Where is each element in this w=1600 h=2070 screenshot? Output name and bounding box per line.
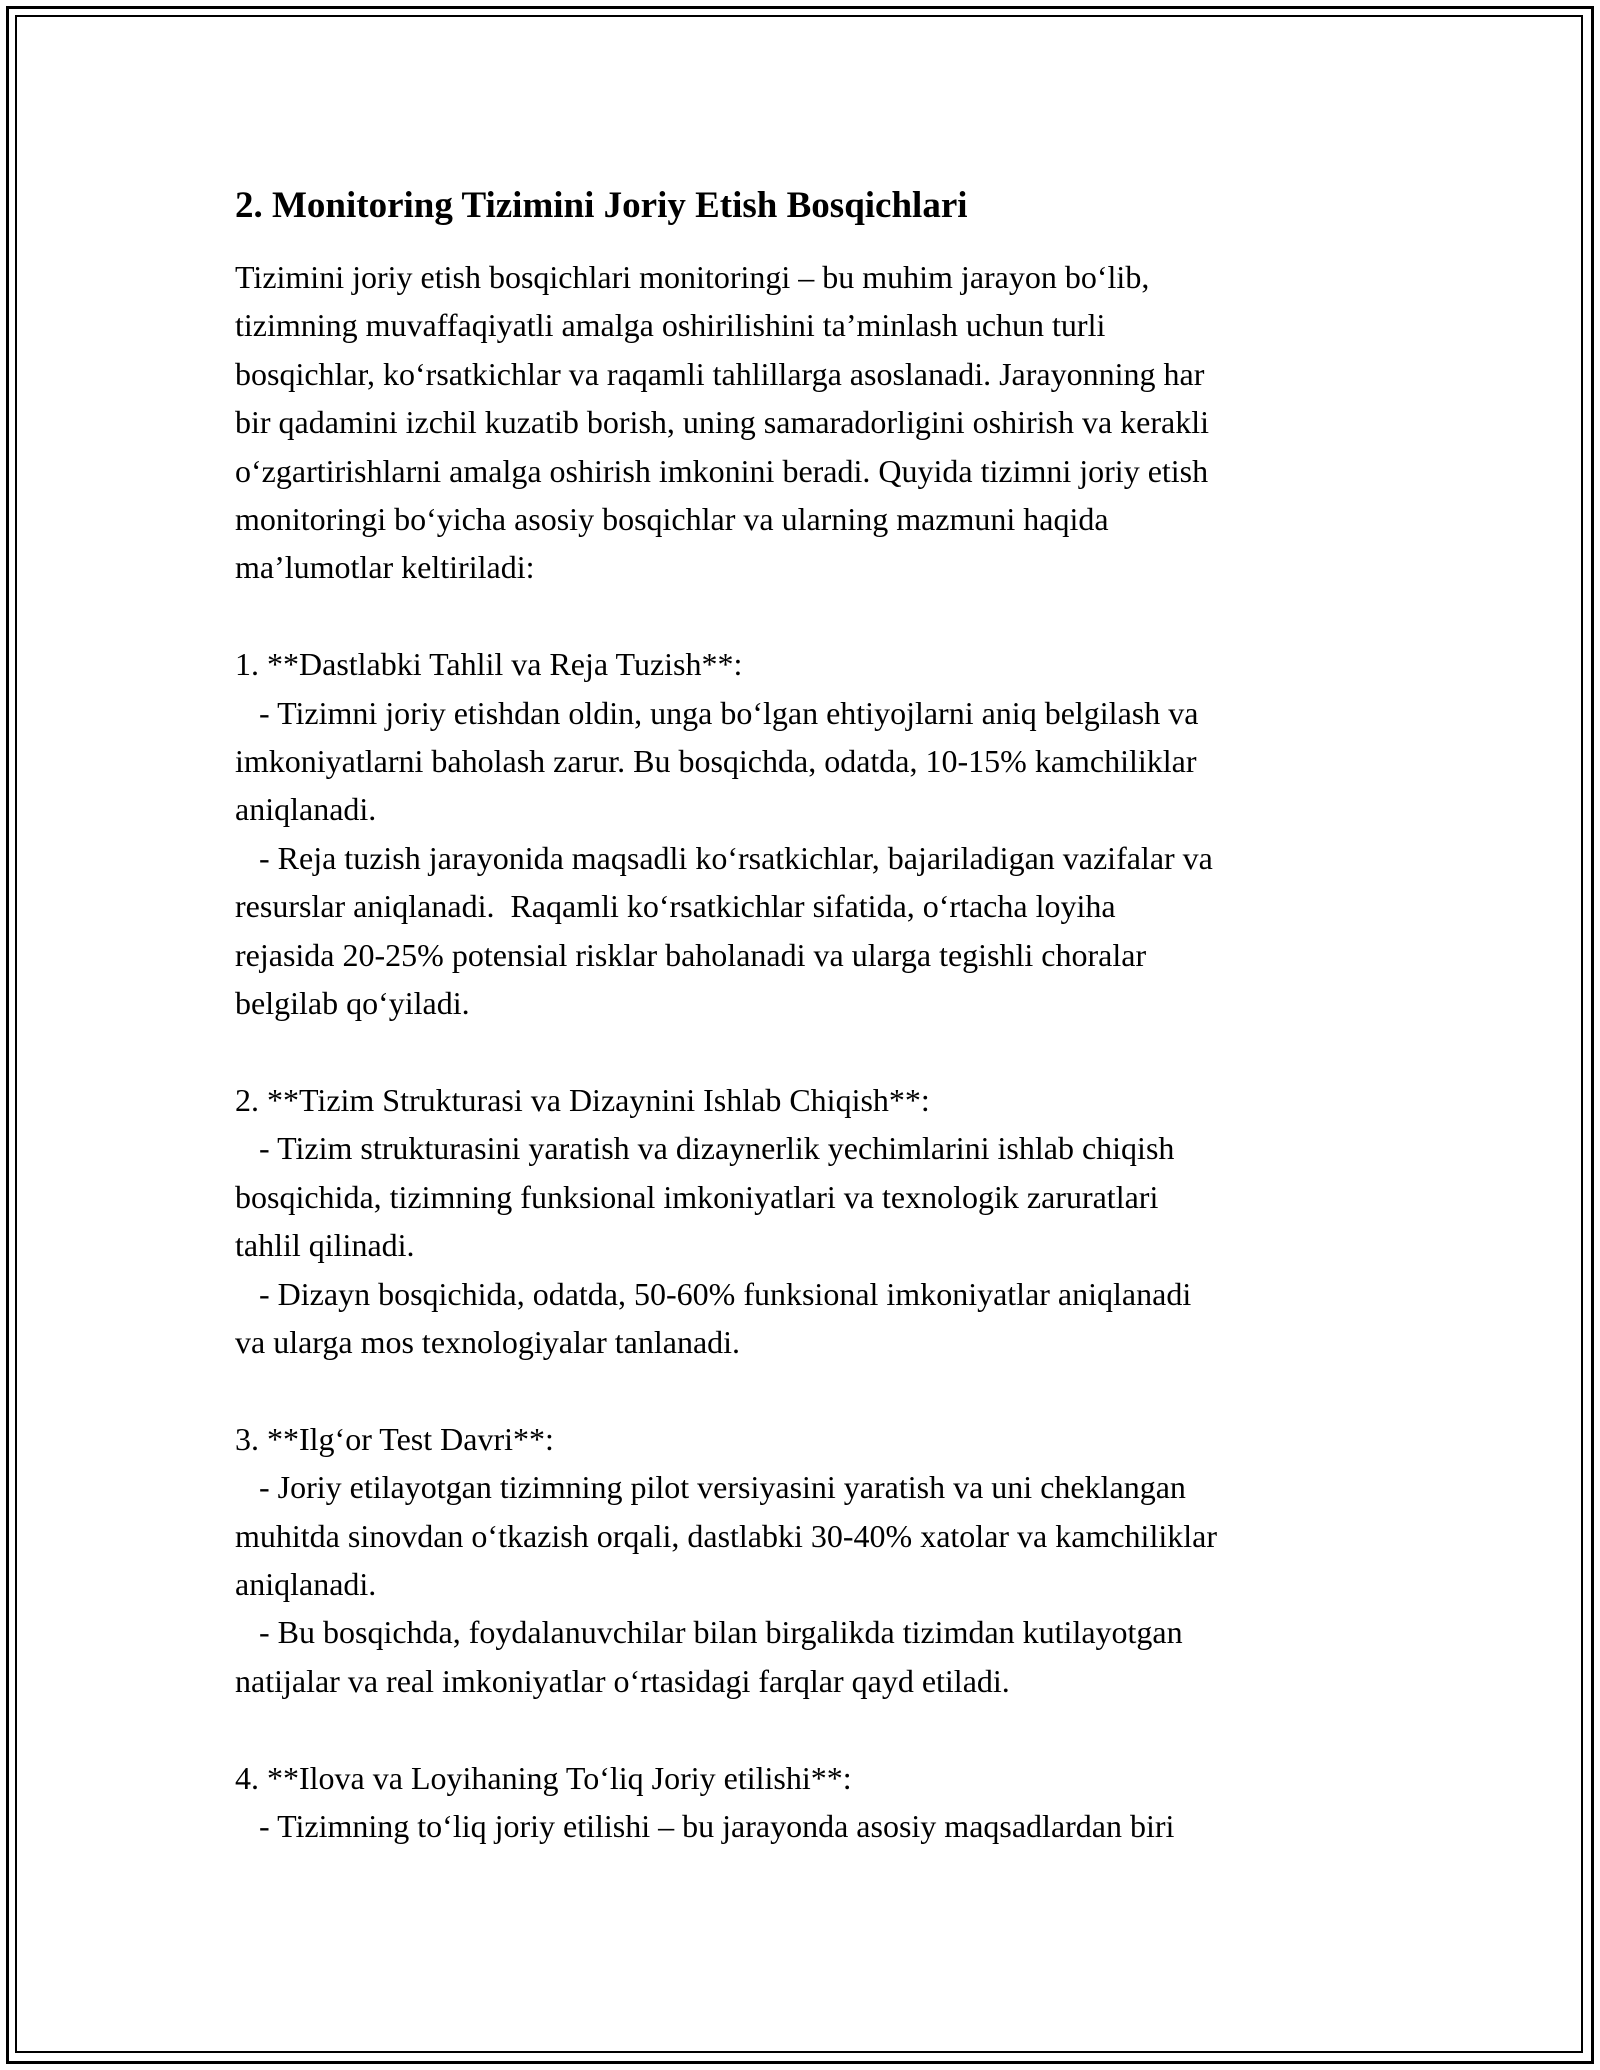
text-line: aniqlanadi.	[235, 1565, 377, 1602]
blank-line	[235, 1366, 1375, 1414]
text-line: muhitda sinovdan o‘tkazish orqali, dastlabki 30-40% xatolar va kamchiliklar	[235, 1517, 1217, 1554]
text-line: - Tizimning to‘liq joriy etilishi – bu jarayonda asosiy maqsadlardan biri	[235, 1808, 1175, 1844]
text-line: aniqlanadi.	[235, 791, 377, 828]
text-line: va ularga mos texnologiyalar tanlanadi.	[235, 1323, 741, 1360]
text-line: monitoringi bo‘yicha asosiy bosqichlar va ularning mazmuni haqida	[235, 501, 1109, 538]
text-line: imkoniyatlarni baholash zarur. Bu bosqichda, odatda, 10-15% kamchiliklar	[235, 743, 1197, 780]
text-line: belgilab qo‘yiladi.	[235, 985, 470, 1022]
text-line: Tizimini joriy etish bosqichlari monitoringi – bu muhim jarayon bo‘lib,	[235, 259, 1150, 295]
blank-line	[235, 1028, 1375, 1076]
text-line: - Tizim strukturasini yaratish va dizaynerlik yechimlarini ishlab chiqish	[235, 1130, 1175, 1167]
text-line: - Reja tuzish jarayonida maqsadli ko‘rsatkichlar, bajariladigan vazifalar va	[235, 839, 1213, 876]
text-line: - Dizayn bosqichida, odatda, 50-60% funksional imkoniyatlar aniqlanadi	[235, 1275, 1192, 1312]
list-item-heading: 2. **Tizim Strukturasi va Dizaynini Ishlab Chiqish**:	[235, 1081, 930, 1118]
text-line: natijalar va real imkoniyatlar o‘rtasidagi farqlar qayd etiladi.	[235, 1662, 1010, 1699]
list-item-heading: 1. **Dastlabki Tahlil va Reja Tuzish**:	[235, 646, 743, 683]
list-item-heading: 4. **Ilova va Loyihaning To‘liq Joriy etilishi**:	[235, 1759, 852, 1796]
text-line: - Bu bosqichda, foydalanuvchilar bilan birgalikda tizimdan kutilayotgan	[235, 1614, 1183, 1651]
text-line: - Joriy etilayotgan tizimning pilot versiyasini yaratish va uni cheklangan	[235, 1469, 1186, 1506]
blank-line	[235, 1705, 1375, 1753]
document-body	[235, 184, 1375, 1850]
list-item-heading: 3. **Ilg‘or Test Davri**:	[235, 1420, 554, 1457]
section-heading: 2. Monitoring Tizimini Joriy Etish Bosqichlari	[235, 185, 968, 226]
text-line: bosqichida, tizimning funksional imkoniyatlari va texnologik zaruratlari	[235, 1178, 1159, 1215]
text-line: rejasida 20-25% potensial risklar baholanadi va ularga tegishli choralar	[235, 936, 1147, 973]
text-line: bir qadamini izchil kuzatib borish, uning samaradorligini oshirish va kerakli	[235, 404, 1209, 441]
section-text	[235, 253, 1375, 1850]
text-line: bosqichlar, ko‘rsatkichlar va raqamli tahlillarga asoslanadi. Jarayonning har	[235, 355, 1205, 392]
text-line: resurslar aniqlanadi. Raqamli ko‘rsatkichlar sifatida, o‘rtacha loyiha	[235, 888, 1116, 925]
blank-line	[235, 592, 1375, 640]
text-line: o‘zgartirishlarni amalga oshirish imkonini beradi. Quyida tizimni joriy etish	[235, 452, 1209, 489]
text-line: - Tizimni joriy etishdan oldin, unga bo‘lgan ehtiyojlarni aniq belgilash va	[235, 694, 1199, 731]
text-line: tizimning muvaffaqiyatli amalga oshirilishini ta’minlash uchun turli	[235, 307, 1106, 344]
text-line: tahlil qilinadi.	[235, 1227, 415, 1264]
text-line: ma’lumotlar keltiriladi:	[235, 549, 535, 586]
